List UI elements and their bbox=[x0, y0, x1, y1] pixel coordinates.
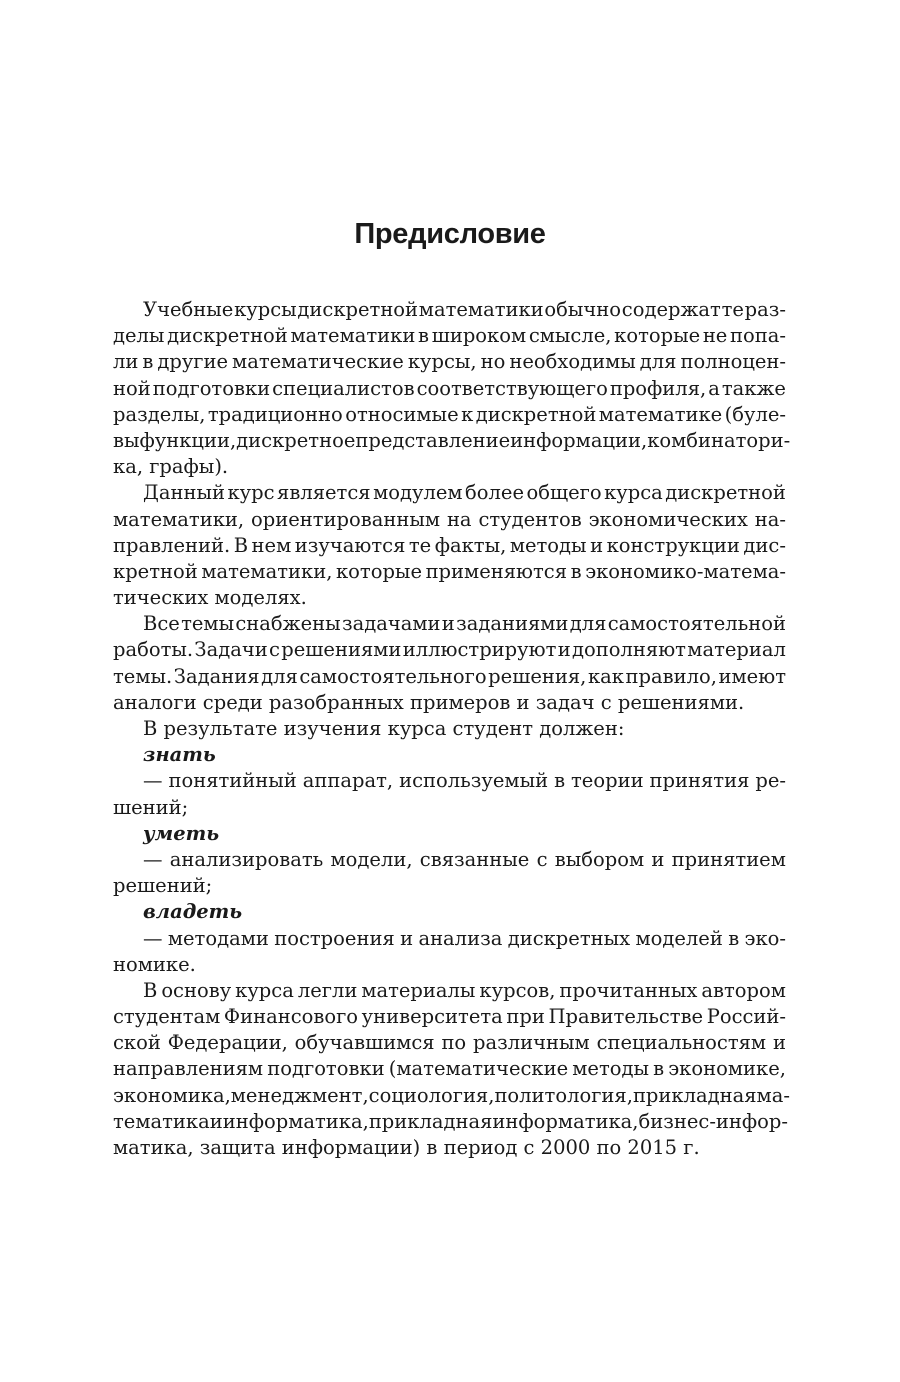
text-line: матика, защита информации) в период с 2000 по 2015 г. bbox=[113, 1136, 700, 1159]
text-line: студентам Финансового университета при Правительстве Россий- bbox=[113, 1005, 786, 1029]
text-line: — анализировать модели, связанные с выбором и принятием bbox=[143, 847, 786, 871]
text-line: делы дискретной математики в широком смысле, которые не попа- bbox=[113, 324, 786, 348]
text-line: ской Федерации, обучавшимся по различным специальностям и bbox=[113, 1031, 786, 1055]
text-line: — методами построения и анализа дискретных моделей в эко- bbox=[143, 926, 786, 950]
text-line: Учебные курсы дискретной математики обычно содержат те раз- bbox=[143, 298, 786, 321]
text-line: В основу курса легли материалы курсов, прочитанных автором bbox=[143, 978, 786, 1002]
text-line: вы функции, дискретное представление информации, комбинатори- bbox=[113, 428, 791, 452]
section-heading: знать bbox=[143, 743, 216, 767]
text-line: математики, ориентированным на студентов экономических на- bbox=[113, 507, 786, 531]
text-line: направлениям подготовки (математические методы в экономике, bbox=[113, 1057, 786, 1081]
text-line: номике. bbox=[113, 952, 196, 976]
section-heading: уметь bbox=[143, 821, 220, 845]
text-line: тематика и информатика, прикладная информатика, бизнес-инфор- bbox=[113, 1109, 788, 1133]
text-line: — понятийный аппарат, используемый в теории принятия ре- bbox=[143, 769, 786, 793]
text-line: экономика, менеджмент, социология, политология, прикладная ма- bbox=[113, 1083, 790, 1107]
text-line: аналоги среди разобранных примеров и задач с решениями. bbox=[113, 690, 745, 714]
text-line: темы. Задания для самостоятельного решения, как правило, имеют bbox=[113, 664, 786, 688]
text-line: разделы, традиционно относимые к дискретной математике (буле- bbox=[113, 402, 786, 426]
text-line: правлений. В нем изучаются те факты, методы и конструкции дис- bbox=[113, 533, 786, 557]
page-title: Предисловие bbox=[354, 218, 546, 250]
text-line: работы. Задачи с решениями иллюстрируют и дополняют материал bbox=[113, 638, 786, 662]
preface-body bbox=[113, 297, 791, 1161]
text-line: шений; bbox=[113, 795, 189, 819]
text-line: Данный курс является модулем более общего курса дискретной bbox=[143, 481, 786, 505]
text-line: ли в другие математические курсы, но необходимы для полноцен- bbox=[113, 350, 786, 374]
text-line: ка, графы). bbox=[113, 455, 229, 479]
text-line: решений; bbox=[113, 874, 213, 898]
text-line: тических моделях. bbox=[113, 586, 307, 610]
section-heading: владеть bbox=[143, 900, 243, 924]
text-line: ной подготовки специалистов соответствующего профиля, а также bbox=[113, 376, 786, 400]
text-line: В результате изучения курса студент должен: bbox=[143, 717, 625, 740]
text-line: кретной математики, которые применяются в экономико-матема- bbox=[113, 559, 786, 583]
text-line: Все темы снабжены задачами и заданиями для самостоятельной bbox=[143, 612, 786, 636]
